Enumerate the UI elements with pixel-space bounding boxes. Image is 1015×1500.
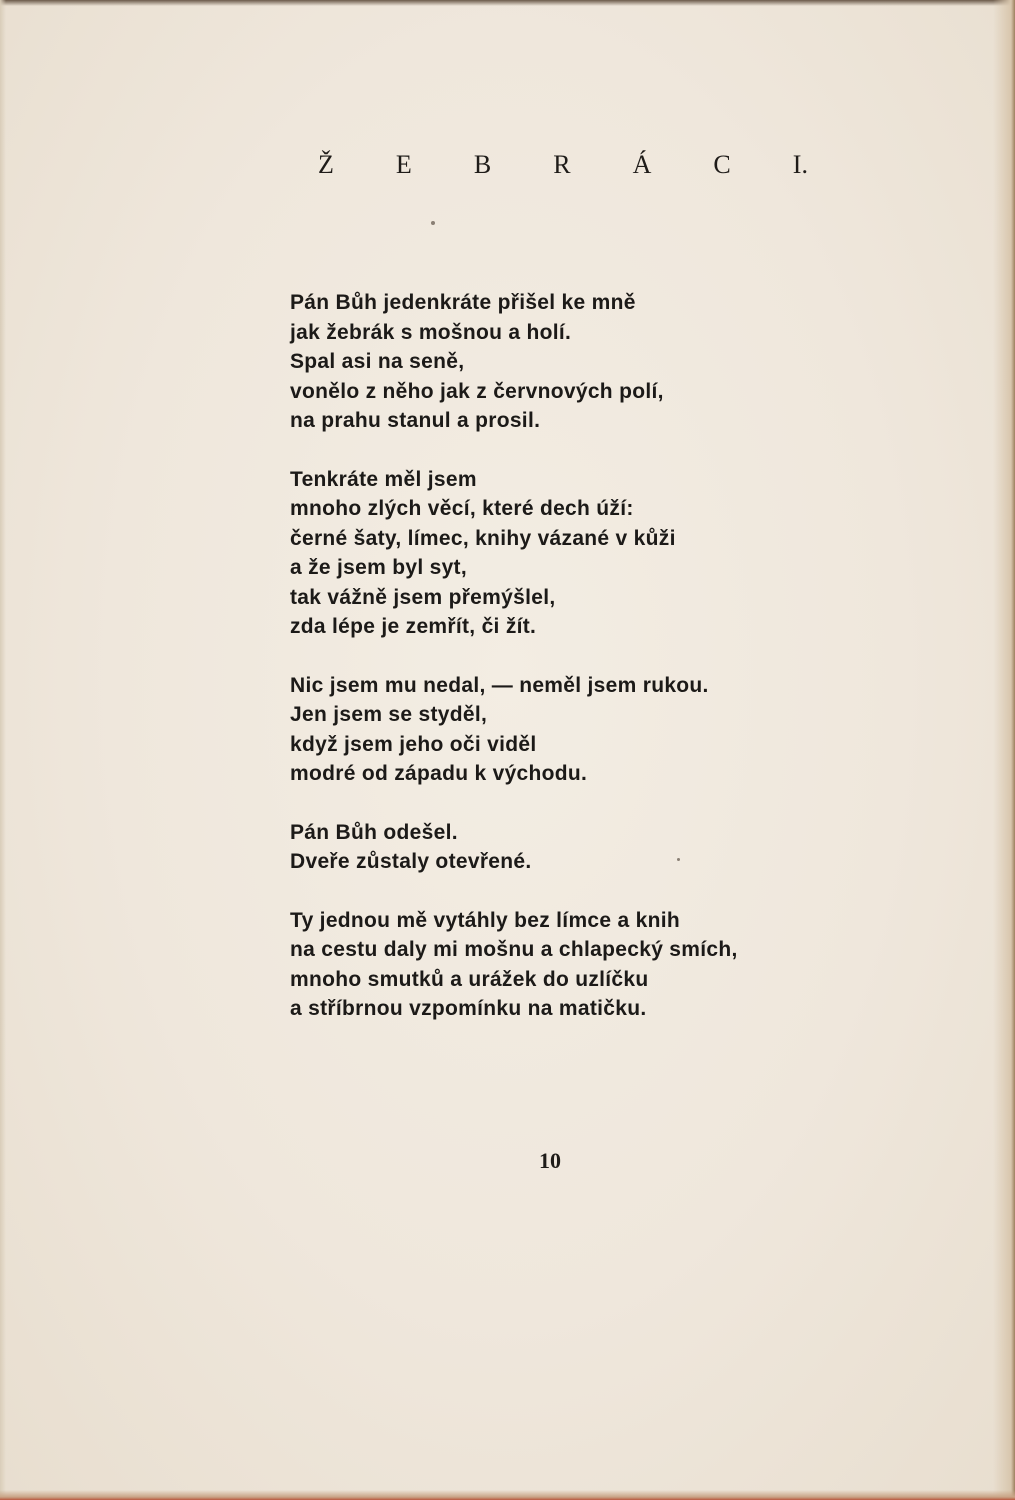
poem-line: Dveře zůstaly otevřené. — [290, 850, 532, 873]
poem-line: Spal asi na seně, — [290, 350, 465, 373]
stanza — [290, 671, 850, 789]
title-letter: E — [395, 150, 412, 179]
page-top-edge — [0, 0, 1015, 6]
page-right-edge — [993, 0, 1015, 1500]
ink-speck — [431, 221, 435, 225]
page-number: 10 — [539, 1148, 561, 1173]
title-letter: R — [553, 150, 571, 179]
poem-line: černé šaty, límec, knihy vázané v kůži — [290, 526, 676, 550]
stanza — [290, 906, 850, 1024]
page-left-edge — [0, 0, 6, 1500]
stanza — [290, 465, 850, 642]
poem-line: Jen jsem se styděl, — [290, 703, 488, 726]
title-letter: I. — [792, 150, 808, 179]
poem-line: na prahu stanul a prosil. — [290, 409, 541, 432]
poem-line: a že jsem byl syt, — [290, 556, 467, 579]
stanza — [290, 288, 850, 436]
poem-body — [290, 288, 850, 1053]
title-letter: C — [713, 150, 731, 179]
poem-line: Pán Bůh jedenkráte přišel ke mně — [290, 291, 636, 314]
poem-line: modré od západu k východu. — [290, 762, 588, 785]
poem-line: Ty jednou mě vytáhly bez límce a knih — [290, 908, 680, 932]
poem-line: vonělo z něho jak z červnových polí, — [290, 379, 664, 403]
poem-title — [318, 150, 808, 180]
poem-line: zda lépe je zemřít, či žít. — [290, 615, 537, 638]
poem-line: Tenkráte měl jsem — [290, 467, 477, 491]
page-bottom-edge — [0, 1490, 1015, 1500]
poem-line: a stříbrnou vzpomínku na matičku. — [290, 997, 647, 1020]
poem-line: mnoho smutků a urážek do uzlíčku — [290, 967, 649, 991]
title-letter: B — [473, 150, 492, 179]
stanza — [290, 818, 850, 877]
title-letter: Á — [632, 150, 652, 179]
poem-line: jak žebrák s mošnou a holí. — [290, 320, 572, 344]
poem-line: když jsem jeho oči viděl — [290, 732, 537, 756]
poem-line: Nic jsem mu nedal, — neměl jsem rukou. — [290, 673, 709, 697]
poem-line: Pán Bůh odešel. — [290, 820, 458, 844]
poem-line: mnoho zlých věcí, které dech úží: — [290, 497, 634, 520]
poem-line: na cestu daly mi mošnu a chlapecký smích, — [290, 938, 738, 961]
poem-line: tak vážně jsem přemýšlel, — [290, 585, 556, 609]
title-letter: Ž — [318, 150, 334, 179]
